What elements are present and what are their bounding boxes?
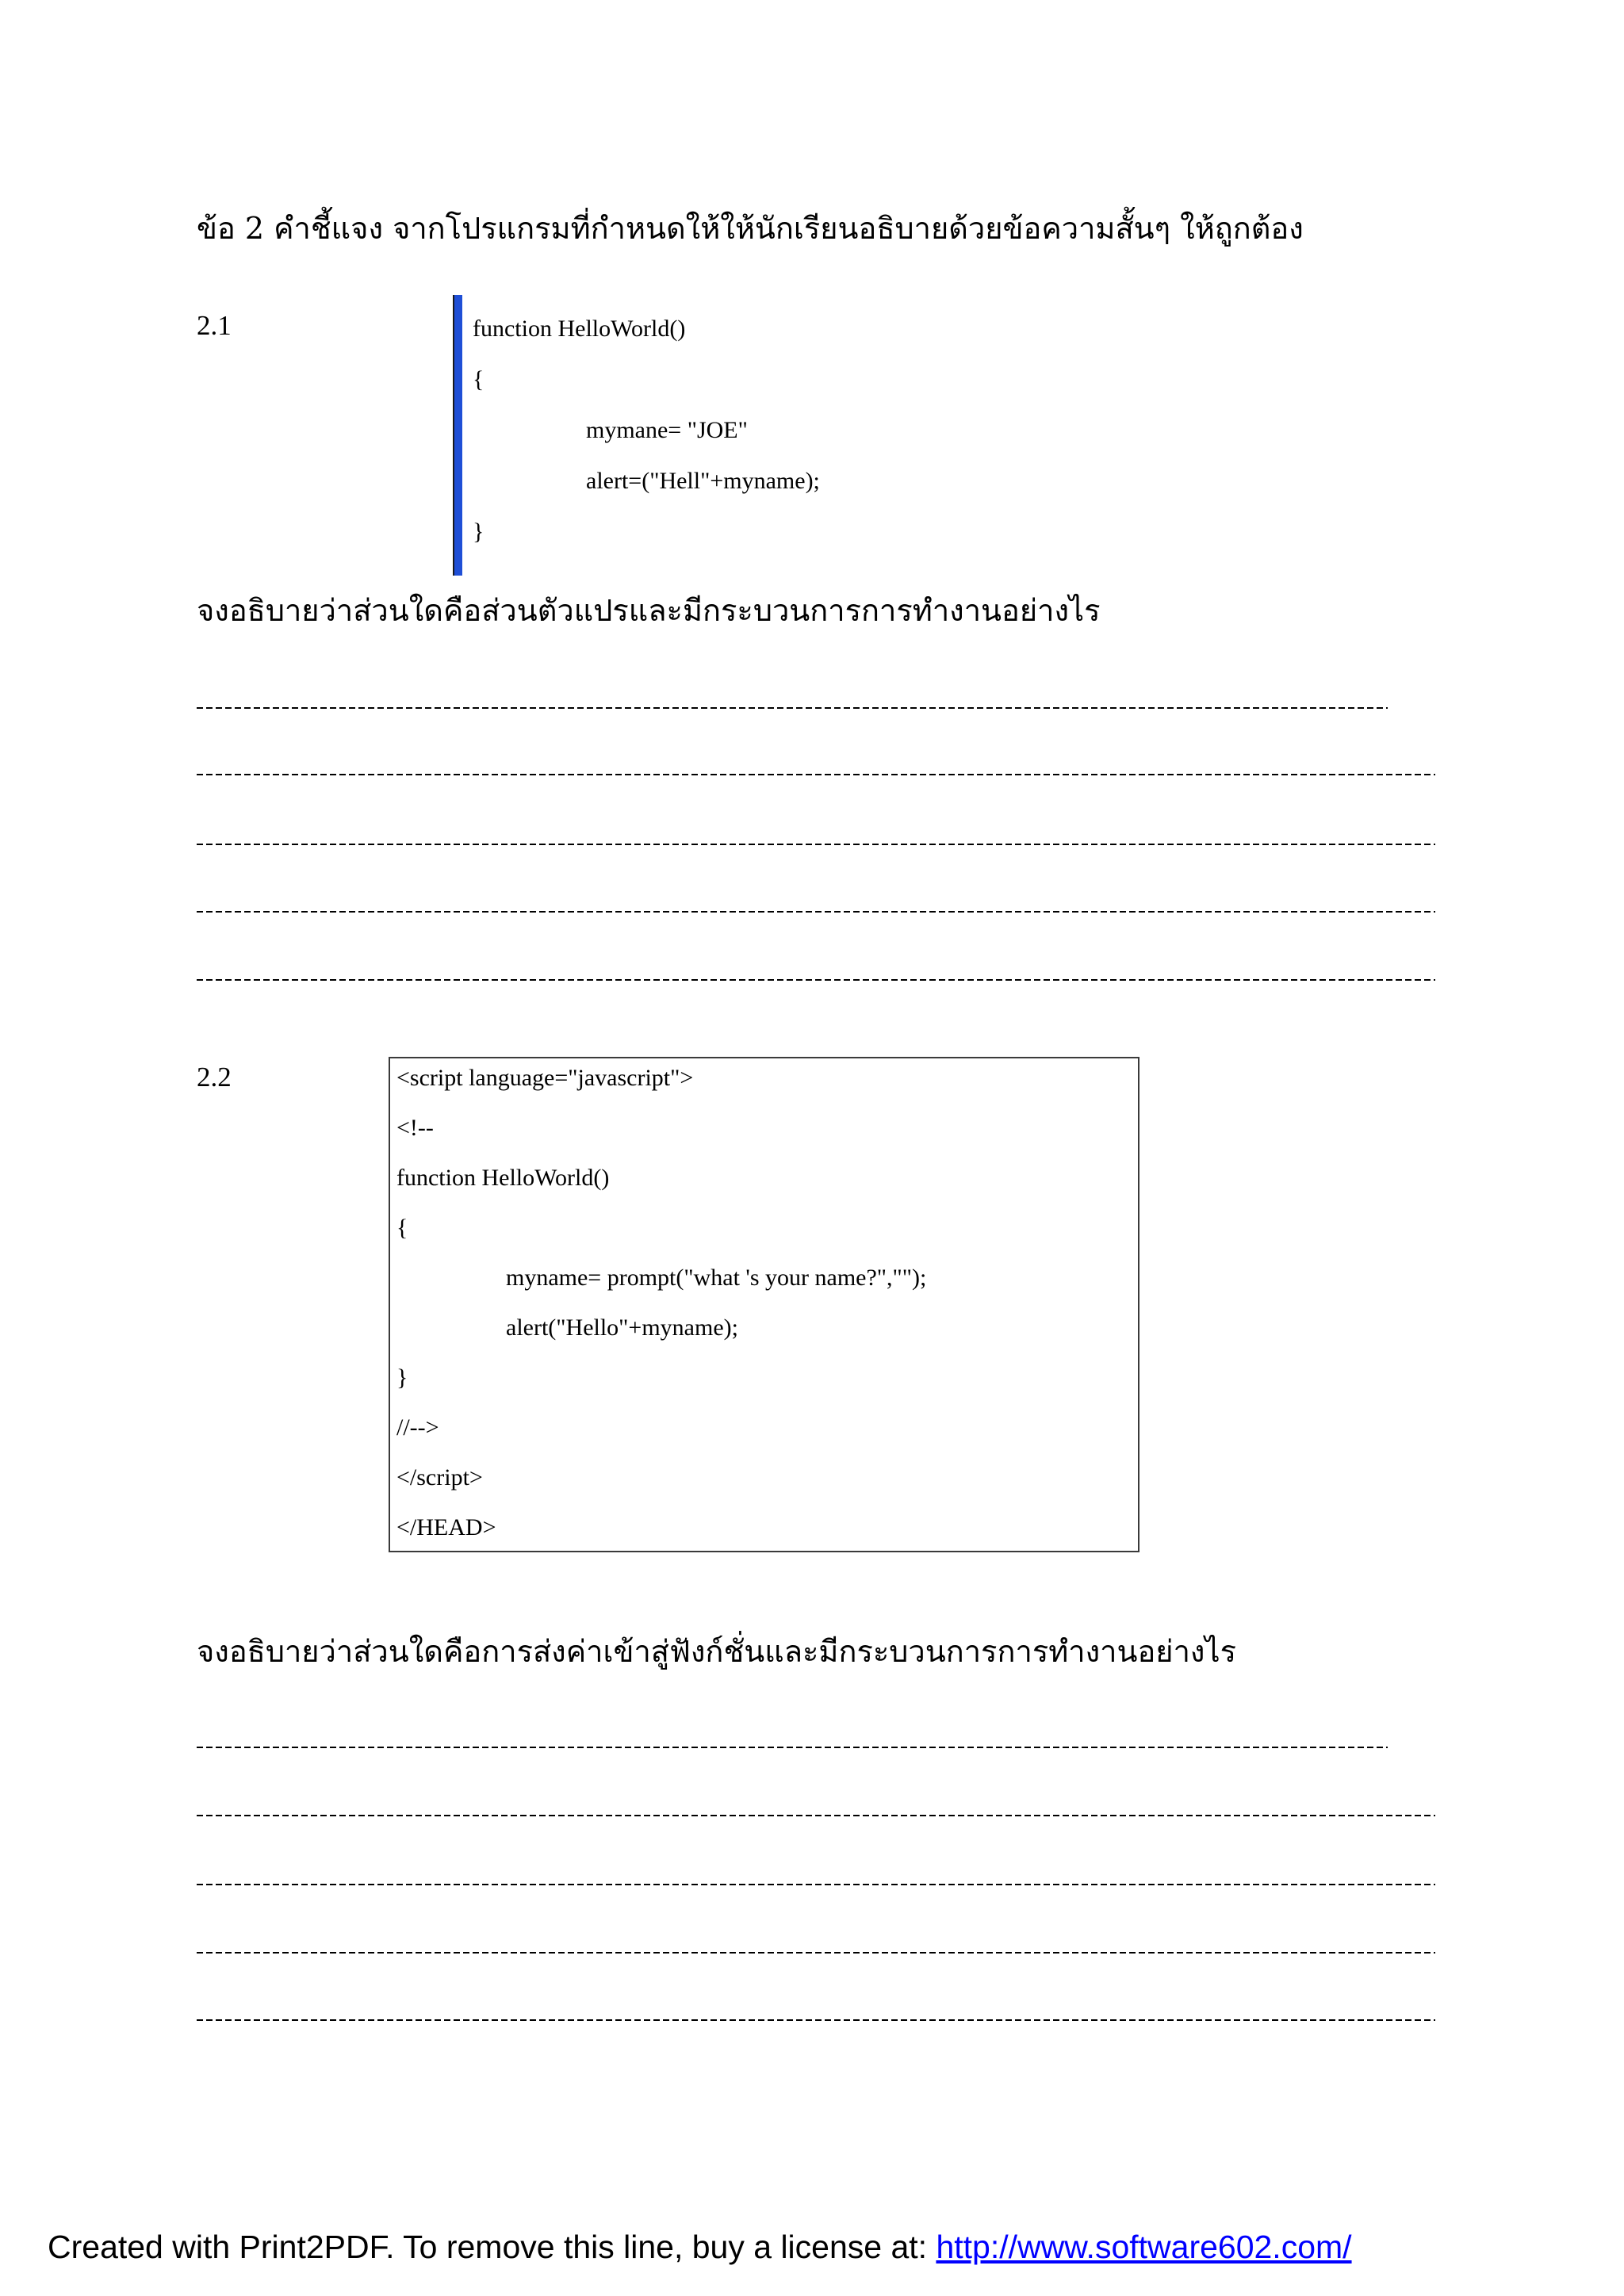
code-line-4: { <box>396 1215 408 1241</box>
question-2-1: จงอธิบายว่าส่วนใดคือส่วนตัวแปรและมีกระบวนการการทำงานอย่างไร <box>197 593 1101 628</box>
answer-line-2-1-1 <box>197 707 1388 709</box>
code-line-10: </HEAD> <box>396 1514 496 1540</box>
code-line-1: <script language="javascript"> <box>396 1065 694 1091</box>
code-block-2-2 <box>389 1057 1139 1552</box>
answer-line-2-2-1 <box>197 1747 1388 1748</box>
answer-line-2-2-2 <box>197 1815 1435 1816</box>
item-number-2-1: 2.1 <box>197 310 232 341</box>
code-line-2: { <box>473 366 485 392</box>
print2pdf-footer <box>48 2228 1352 2267</box>
footer-text: Created with Print2PDF. To remove this line, buy a license at: <box>48 2229 936 2265</box>
code-lines <box>396 1057 926 1552</box>
code-line-8: //--> <box>396 1414 439 1441</box>
code-line-6: alert("Hello"+myname); <box>506 1314 738 1341</box>
code-block-2-1 <box>453 295 1008 576</box>
answer-line-2-1-3 <box>197 844 1435 845</box>
code-margin-bar <box>453 295 462 576</box>
code-line-5: myname= prompt("what 's your name?",""); <box>506 1265 927 1291</box>
answer-line-2-2-5 <box>197 2019 1435 2021</box>
answer-line-2-1-5 <box>197 979 1435 981</box>
answer-line-2-1-4 <box>197 911 1435 913</box>
code-line-2: <!-- <box>396 1115 434 1141</box>
code-line-3: function HelloWorld() <box>396 1165 610 1191</box>
code-line-1: function HelloWorld() <box>473 316 686 342</box>
question-2-2: จงอธิบายว่าส่วนใดคือการส่งค่าเข้าสู่ฟังก์ชั่นและมีกระบวนการการทำงานอย่างไร <box>197 1634 1236 1669</box>
answer-line-2-2-3 <box>197 1884 1435 1885</box>
license-link[interactable]: http://www.software602.com/ <box>936 2229 1352 2265</box>
item-number-2-2: 2.2 <box>197 1062 232 1093</box>
code-line-4: alert=("Hell"+myname); <box>586 468 820 494</box>
section-heading: ข้อ 2 คำชี้แจง จากโปรแกรมที่กำหนดให้ให้นักเรียนอธิบายด้วยข้อความสั้นๆ ให้ถูกต้อง <box>197 211 1304 246</box>
answer-line-2-2-4 <box>197 1952 1435 1954</box>
code-line-7: } <box>396 1364 408 1391</box>
answer-line-2-1-2 <box>197 774 1435 775</box>
code-lines <box>473 304 820 557</box>
code-line-3: mymane= "JOE" <box>586 417 748 443</box>
code-line-9: </script> <box>396 1464 483 1490</box>
code-line-5: } <box>473 519 485 545</box>
